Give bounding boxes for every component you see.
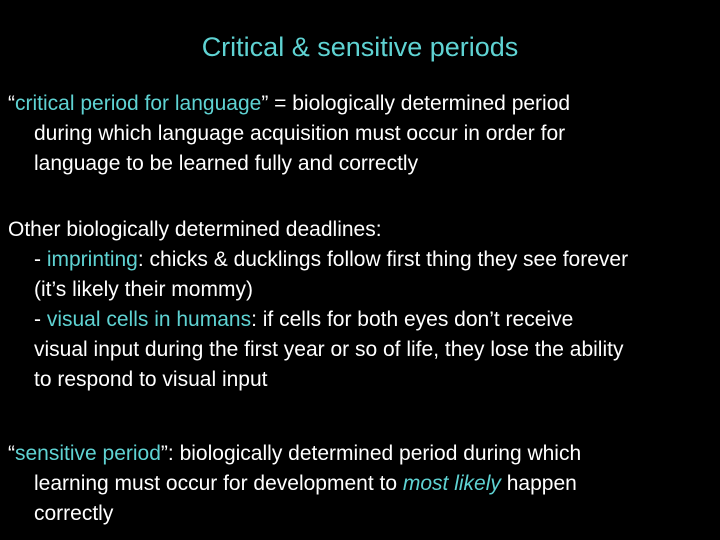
critical-period-term: critical period for language <box>15 92 262 115</box>
imprinting-item-line-2: (it’s likely their mommy) <box>34 278 253 301</box>
visual-cells-item <box>8 305 716 335</box>
sensitive-period-line-1 <box>8 439 716 469</box>
imprinting-item <box>8 245 716 275</box>
close-quote: ” <box>261 92 269 115</box>
critical-period-line-2: during which language acquisition must occur in order for <box>34 122 566 145</box>
critical-period-line-1 <box>8 89 716 119</box>
visual-cells-item-line-2: visual input during the first year or so of life, they lose the ability <box>34 338 624 361</box>
list-dash: - <box>34 248 47 271</box>
list-dash: - <box>34 308 47 331</box>
sensitive-period-term: sensitive period <box>15 442 161 465</box>
other-deadlines-heading: Other biologically determined deadlines: <box>8 218 382 241</box>
most-likely-emphasis: most likely <box>402 472 501 495</box>
imprinting-text: : chicks & ducklings follow first thing they see forever <box>137 248 629 271</box>
other-deadlines-section <box>8 215 716 395</box>
definition-text: = biologically determined period <box>268 92 571 115</box>
line-2-end: happen <box>500 472 577 495</box>
sensitive-period-line-3: correctly <box>34 502 114 525</box>
definition-text: : biologically determined period during which <box>167 442 582 465</box>
visual-cells-term: visual cells in humans <box>46 308 252 331</box>
visual-cells-item-line-3: to respond to visual input <box>34 368 268 391</box>
visual-cells-text: : if cells for both eyes don’t receive <box>251 308 574 331</box>
open-quote: “ <box>8 442 15 465</box>
critical-period-definition <box>8 89 716 179</box>
slide-title: Critical & sensitive periods <box>201 32 519 62</box>
close-quote: ” <box>160 442 168 465</box>
open-quote: “ <box>8 92 15 115</box>
line-2-text: learning must occur for development to <box>34 472 403 495</box>
imprinting-term: imprinting <box>46 248 138 271</box>
sensitive-period-definition <box>8 439 716 529</box>
critical-period-line-3: language to be learned fully and correctly <box>34 152 419 175</box>
sensitive-period-line-2 <box>8 469 716 499</box>
